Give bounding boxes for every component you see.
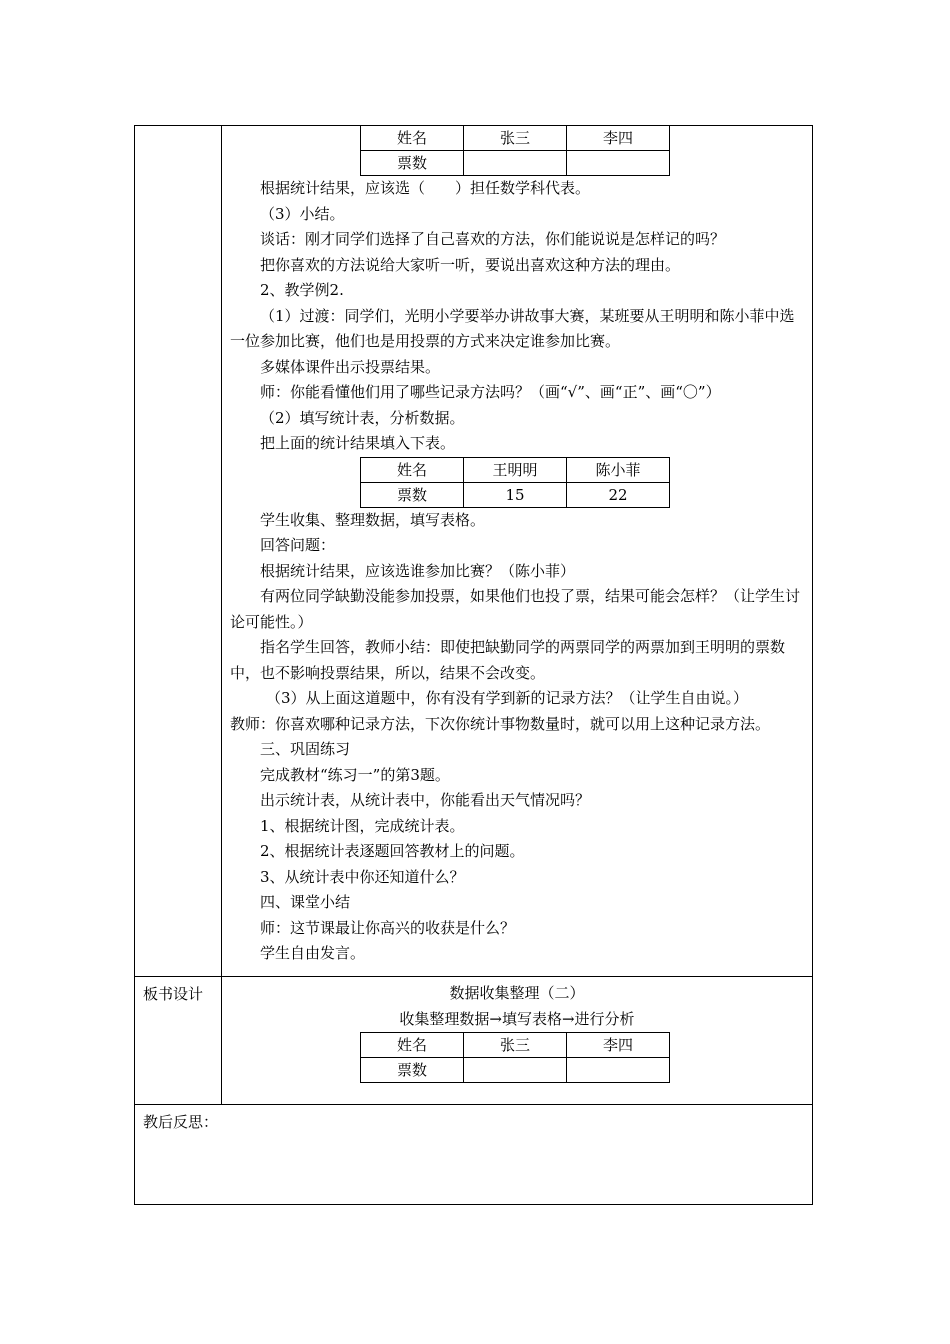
vote-table-3 <box>360 1032 670 1083</box>
text-line: 四、课堂小结 <box>260 893 351 911</box>
vote-table-2-cell: 15 <box>464 482 567 507</box>
board-design-row <box>135 977 813 1105</box>
board-design-label: 板书设计 <box>135 977 222 1105</box>
lesson-plan-table <box>134 125 813 1205</box>
vote-table-3-cell <box>567 1058 670 1083</box>
text-line: 出示统计表，从统计表中，你能看出天气情况吗？ <box>260 791 591 809</box>
text-line: 师：这节课最让你高兴的收获是什么？ <box>260 918 516 937</box>
vote-table-1-row-label: 票数 <box>361 151 464 176</box>
vote-table-3-header-name: 姓名 <box>361 1033 464 1058</box>
vote-table-2 <box>360 457 670 508</box>
text-line: 根据统计结果，应该选谁参加比赛？（陈小菲） <box>260 561 576 580</box>
text-line: 谈话：刚才同学们选择了自己喜欢的方法，你们能说说是怎样记的吗？ <box>260 230 726 248</box>
board-subtitle: 收集整理数据→填写表格→进行分析 <box>399 1009 635 1028</box>
vote-table-2-row-label: 票数 <box>361 482 464 507</box>
vote-table-3-row-label: 票数 <box>361 1058 464 1083</box>
vote-table-1-header-col2: 张三 <box>464 126 567 151</box>
text-line: （3）小结。 <box>260 204 345 223</box>
vote-table-1-header-col3: 李四 <box>567 126 670 151</box>
process-label-cell <box>135 126 222 977</box>
vote-table-1-cell <box>567 151 670 176</box>
board-title: 数据收集整理（二） <box>449 984 585 1002</box>
text-line: 把上面的统计结果填入下表。 <box>260 434 456 452</box>
reflection-row <box>135 1105 813 1205</box>
vote-table-2-cell: 22 <box>567 482 670 507</box>
vote-table-1-cell <box>464 151 567 176</box>
text-line: 3、从统计表中你还知道什么？ <box>260 867 465 886</box>
text-line: （2）填写统计表，分析数据。 <box>260 408 465 427</box>
vote-table-2-header-name: 姓名 <box>361 457 464 482</box>
vote-table-1 <box>360 125 670 176</box>
vote-table-1-header-name: 姓名 <box>361 126 464 151</box>
text-paragraph: （1）过渡：同学们，光明小学要举办讲故事大赛，某班要从王明明和陈小菲中选一位参加比赛，他们也是用投票的方式来决定谁参加比赛。 <box>230 306 795 350</box>
vote-table-3-cell <box>464 1058 567 1083</box>
text-line: 学生自由发言。 <box>260 944 366 962</box>
text-line: 多媒体课件出示投票结果。 <box>260 357 441 376</box>
text-paragraph: 教师：你喜欢哪种记录方法，下次你统计事物数量时，就可以用上这种记录方法。 <box>230 714 771 733</box>
text-paragraph: 指名学生回答，教师小结：即使把缺勤同学的两票同学的两票加到王明明的票数中，也不影响投票结果，所以，结果不会改变。 <box>230 638 786 682</box>
text-paragraph: 有两位同学缺勤没能参加投票，如果他们也投了票，结果可能会怎样？（让学生讨论可能性。） <box>230 587 801 631</box>
text-line: 2、根据统计表逐题回答教材上的问题。 <box>260 842 525 860</box>
text-line: 1、根据统计图，完成统计表。 <box>260 816 465 835</box>
process-row <box>135 126 813 977</box>
vote-table-3-header-col3: 李四 <box>567 1033 670 1058</box>
text-line: （3）从上面这道题中，你有没有学到新的记录方法？（让学生自由说。） <box>266 689 749 707</box>
vote-table-3-header-col2: 张三 <box>464 1033 567 1058</box>
vote-table-2-header-col2: 王明明 <box>464 457 567 482</box>
text-line: 完成教材“练习一”的第3题。 <box>260 765 450 784</box>
text-line: 根据统计结果，应该选（ ）担任数学科代表。 <box>260 179 591 197</box>
vote-table-2-header-col3: 陈小菲 <box>567 457 670 482</box>
process-content <box>222 126 813 977</box>
text-line: 回答问题： <box>260 536 336 554</box>
reflection-label: 教后反思： <box>135 1105 813 1205</box>
text-line: 师：你能看懂他们用了哪些记录方法吗？（画“√”、画“正”、画“〇”） <box>260 383 721 401</box>
text-line: 把你喜欢的方法说给大家听一听，要说出喜欢这种方法的理由。 <box>260 255 681 274</box>
board-design-content <box>222 977 813 1105</box>
text-line: 2、教学例2. <box>260 281 344 299</box>
text-line: 三、巩固练习 <box>260 740 351 758</box>
text-line: 学生收集、整理数据，填写表格。 <box>260 510 486 529</box>
